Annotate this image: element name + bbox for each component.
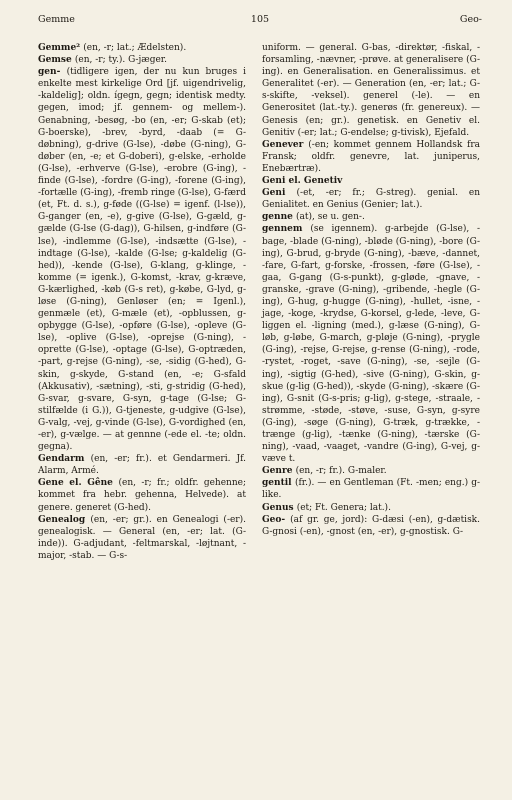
headword: Geni el. Genetiv [262, 176, 343, 187]
headword: Gemse [38, 55, 75, 66]
entry [38, 54, 246, 66]
entry-body: (en, -er; gr.). en Genealogi (-er). genealogisk. — General (en, -er; lat. (G-inde)). G-adjudant, -feltmarskal, -løjtnant, -major, -stab. — G-s- [38, 514, 246, 561]
entry [262, 139, 480, 175]
entry [262, 223, 480, 465]
entry [38, 42, 246, 54]
entry-body: (-en; kommet gennem Hollandsk fra Fransk; oldfr. genevre, lat. juniperus, Enebærtræ). [262, 139, 481, 174]
entry [38, 66, 246, 453]
right-column [262, 42, 480, 538]
page-number: 105 [250, 14, 270, 25]
entry-body: (et; Ft. Genera; lat.). [296, 502, 391, 513]
entry-body: (se igennem). g-arbejde (G-lse), -bage, -blade (G-ning), -bløde (G-ning), -bore (G-ing), G-brud, g-bryde (G-ning), -bæve, -dannet, -fare, G-fart, g-forske, -frossen, -føre (G-lse), -gaa, G-gang (G-s-punkt), g-gløde, -gnave, -granske, -grave (G-ning), -gribende, -hegle (G-ing), G-hug, g-hugge (G-ning), -hullet, -isne, -jage, -koge, -krydse, G-korsel, g-lede, -leve, G-liggen el. -ligning (med.), g-læse (G-ning), G-løb, g-løbe, G-march, g-pløje (G-ning), -prygle (G-ing), -rejse, G-rejse, g-rense (G-ning), -rode, -rystet, -roget, -save (G-ning), -se, -sejle (G-ing), -sigtig (G-hed), -sive (G-ning), G-skin, g-skue (g-lig (G-hed)), -skyde (G-ning), -skære (G-ing), G-snit (G-s-pris; g-lig), g-stege, -straale, -strømme, -støde, -støve, -suse, G-syn, g-syre (G-ing), -søge (G-ning), G-træk, g-trække, -trænge (g-lig), -tænke (G-ning), -tærske (G-ning), -vaad, -vaaget, -vandre (G-ing), G-vej, g-væve t. [262, 224, 480, 465]
left-column [38, 42, 246, 562]
header-left-guideword: Gemme [38, 14, 75, 25]
entry [262, 477, 480, 501]
entry [262, 211, 480, 223]
entry-body: uniform. — general. G-bas, -direktør, -fiskal, -forsamling, -nævner, -prøve. at generalisere (G-ing). en Generalisation. en Generalissimus. et Generalitet (-er). — Generation (en, -er; lat.; G-s-skifte, -veksel). generel (-le). — en Generositet (lat.-ty.). generøs (fr. genereux). — Genesis (en; gr.). genetisk. en Genetiv el. Genitiv (-er; lat.; G-endelse; g-tivisk), Ejefald. [262, 43, 480, 138]
entry [262, 187, 480, 211]
entry-body: (en, -r; fr.). G-maler. [295, 466, 387, 477]
headword: gen- [38, 67, 67, 78]
entry [262, 514, 480, 538]
entry [262, 502, 480, 514]
headword: Gendarm [38, 454, 91, 465]
header-right-guideword: Geo- [459, 14, 482, 25]
headword: gennem [262, 224, 311, 235]
entry [38, 514, 246, 562]
headword: gentil [262, 478, 295, 489]
entry-body: (-et, -er; fr.; G-streg). genial. en Genialitet. en Genius (Genier; lat.). [262, 188, 480, 211]
entry-body: (at), se u. gen-. [295, 212, 365, 223]
entry-body: (fr.). — en Gentleman (Ft. -men; eng.) g-like. [262, 478, 480, 501]
entry-body: (en, -r; ty.). G-jæger. [74, 55, 167, 66]
running-header [38, 14, 482, 28]
entry [38, 477, 246, 513]
headword: Genus [262, 502, 297, 513]
entry [262, 42, 480, 139]
headword: Gemme² [38, 43, 84, 53]
entry-body: (en, -r; lat.; Ædelsten). [83, 43, 187, 53]
entry [262, 175, 480, 187]
headword: genne [262, 212, 296, 223]
headword: Genever [262, 139, 309, 150]
entry-body: (en, -er; fr.). et Gendarmeri. Jf. Alarm, Armé. [38, 454, 246, 477]
headword: Geni [262, 188, 297, 199]
headword: Genre [262, 466, 296, 477]
entry [262, 465, 480, 477]
entry-body: (en, -r; fr.; oldfr. gehenne; kommet fra hebr. gehenna, Helvede). at genere. generet (G-hed). [38, 478, 247, 513]
headword: Genealog [38, 514, 91, 525]
entry-body: (af gr. ge, jord): G-dæsi (-en), g-dætisk. G-gnosi (-en), -gnost (en, -er), g-gnostisk. G- [262, 514, 480, 537]
headword: Geo- [262, 514, 291, 525]
headword: Gene el. Gêne [38, 478, 119, 489]
entry [38, 453, 246, 477]
entry-body: (tidligere igen, der nu kun bruges i enkelte mest kirkelige Ord [jf. uigendrivelig, -kaldelig]; oldn. ígegn, gegn; identisk medty. gegen, imod; jf. gennem- og mellem-). Genabning, -besøg, -bo (en, -er; G-skab (et); G-boerske), -brev, -byrd, -daab (= G-døbning), g-drive (G-lse), -døbe (G-ning), G-døber (en, -e; et G-doberi), g-elske, -erholde (G-lse), -erhverve (G-lse), -erobre (G-ing), -finde (G-lse), -fordre (G-ing), -forene (G-ing), -fortælle (G-ing), -fremb ringe (G-lse), G-færd (et, Ft. d. s.), g-føde ((G-lse) = igenf. (l-lse)), G-ganger (en, -e), g-give (G-lse), G-gæld, g-gælde (G-lse (G-dag)), G-hilsen, g-indføre (G-lse), -indlemme (G-lse), -indsætte (G-lse), -indtage (G-lse), -kalde (G-lse; g-kaldelig (G-hed)), -kende (G-lse), G-klang, g-klinge, -komme (= igenk.), G-komst, -krav, g-kræve, G-kærlighed, -køb (G-s ret), g-købe, G-lyd, g-løse (G-ning), Genløser (en; = Igenl.), genmæle (et), G-mæle (et), -opblussen, g-opbygge (G-lse), -opføre (G-lse), -opleve (G-lse), -oplive (G-lse), -oprejse (G-ning), -oprette (G-lse), -optage (G-lse), G-optræden, -part, g-rejse (G-ning), -se, -sidig (G-hed), G-skin, g-skyde, G-stand (en, -e; G-sfald (Akkusativ), -sætning), -sti, g-stridig (G-hed), G-svar, g-svare, G-syn, g-tage (G-lse; G-stilfælde (i G.)), G-tjeneste, g-udgive (G-lse), G-valg, -vej, g-vinde (G-lse), G-vordighed (en, -er), g-vælge. — at gennne (-ede el. -te; oldn. gegna). [38, 67, 246, 453]
